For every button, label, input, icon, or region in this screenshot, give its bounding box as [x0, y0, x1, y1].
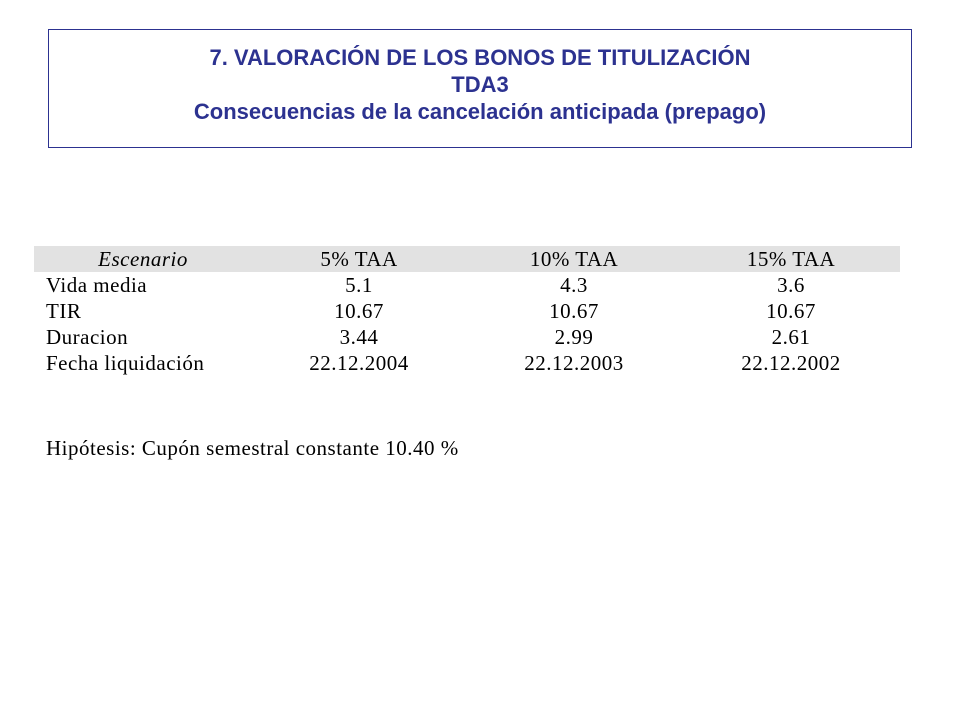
table-row	[34, 324, 900, 350]
header-scenario-3: 15% TAA	[746, 247, 836, 271]
table-cell: 5.1	[345, 273, 373, 297]
results-table	[34, 246, 900, 376]
table-header-row	[34, 246, 900, 272]
title-line-1: 7. VALORACIÓN DE LOS BONOS DE TITULIZACIÓN	[209, 45, 751, 70]
table-cell: 10.67	[549, 299, 599, 323]
header-scenario-1: 5% TAA	[320, 247, 398, 271]
title-line-2: TDA3	[451, 72, 509, 97]
table-row	[34, 298, 900, 324]
title-box	[48, 29, 912, 148]
header-escenario: Escenario	[98, 247, 188, 271]
table-cell: 4.3	[560, 273, 588, 297]
table-cell: 3.6	[777, 273, 805, 297]
row-label: Duracion	[46, 325, 129, 349]
table-cell: 22.12.2004	[309, 351, 409, 375]
table-cell: 3.44	[339, 325, 379, 349]
row-label: Vida media	[46, 273, 148, 297]
table-row	[34, 272, 900, 298]
table-cell: 10.67	[766, 299, 816, 323]
row-label: Fecha liquidación	[46, 351, 205, 375]
table-row	[34, 350, 900, 376]
table-cell: 22.12.2002	[741, 351, 841, 375]
row-label: TIR	[46, 299, 82, 323]
table-cell: 10.67	[334, 299, 384, 323]
title-line-3: Consecuencias de la cancelación anticipada (prepago)	[193, 99, 767, 124]
hypothesis-note: Hipótesis: Cupón semestral constante 10.40 %	[46, 436, 459, 460]
table-cell: 22.12.2003	[524, 351, 624, 375]
table-cell: 2.99	[554, 325, 594, 349]
table-cell: 2.61	[771, 325, 811, 349]
header-scenario-2: 10% TAA	[529, 247, 619, 271]
